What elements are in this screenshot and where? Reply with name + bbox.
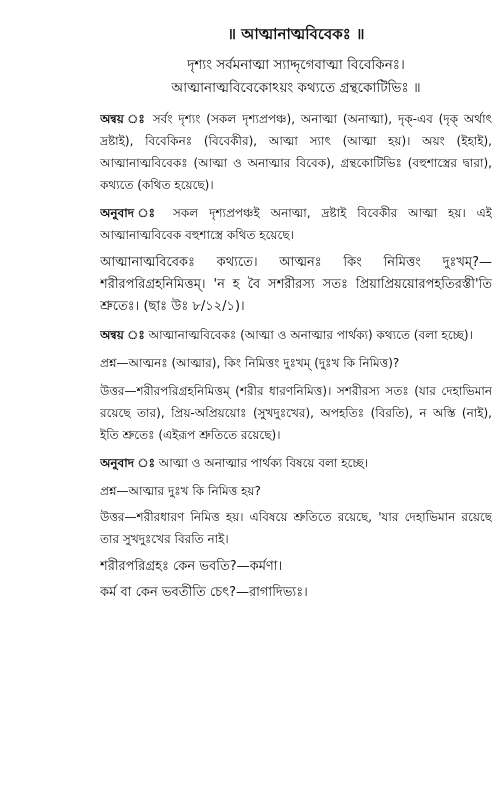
translation-text: আত্মা ও অনাত্মার পার্থক্য বিষয়ে বলা হচ্ছে। (154, 456, 369, 470)
anvaya-label: অন্বয় ঃ (100, 328, 145, 342)
sanskrit-text-paragraph (100, 252, 492, 318)
answer-text: উত্তর—শরীরধারণ নিমিত্ত হয়। এবিষয়ে শ্রুতিতে রয়েছে, 'যার দেহাভিমান রয়েছে তার সুখদুঃখের বিরতি নাই। (100, 510, 492, 546)
sanskrit-question-text: শরীরপরিগ্রহঃ কেন ভবতি?—কর্মণা। (100, 559, 283, 574)
translation-paragraph-1 (100, 202, 492, 246)
sanskrit-line-1 (100, 556, 492, 578)
answer-paragraph-1 (100, 380, 492, 446)
question-paragraph-2 (100, 480, 492, 502)
verse-line-2: আত্মানাত্মবিবেকোঽয়ং কথ্যতে গ্রন্থকোটিভিঃ ॥ (171, 80, 421, 96)
sanskrit-question-text: কর্ম বা কেন ভবতীতি চেৎ?—রাগাদিভ্যঃ। (100, 585, 308, 600)
sanskrit-text: আত্মানাত্মবিবেকঃ কথ্যতে। আত্মনঃ কিং নিমিত্তং দুঃখম্?—শরীরপরিগ্রহনিমিত্তম্। 'ন হ বৈ সশরীরস্য সতঃ প্রিয়াপ্রিয়য়োরপহতিরস্তী'তি শ্রুতেঃ। (ছাঃ উঃ ৮/১২/১)। (100, 255, 492, 314)
translation-text: সকল দৃশ্যপ্রপঞ্চই অনাত্মা, দ্রষ্টাই বিবেকীর আত্মা হয়। এই আত্মানাত্মবিবেক বহুশাস্ত্রে কথিত হয়েছে। (100, 206, 492, 242)
question-text: প্রশ্ন—আত্মনঃ (আত্মার), কিং নিমিত্তং দুঃখম্ (দুঃখ কি নিমিত্ত)? (100, 356, 400, 370)
anvaya-text: সর্বং দৃশ্যং (সকল দৃশ্যপ্রপঞ্চ), অনাত্মা (অনাত্মা), দৃক্-এব (দৃক্ অর্থাৎ দ্রষ্টাই), বিবেকিনঃ (বিবেকীর), আত্মা স্যাৎ (আত্মা হয়)। অয়ং (ইহাই), আত্মানাত্মবিবেকঃ (আত্মা ও অনাত্মার বিবেক), গ্রন্থকোটিভিঃ (বহুশাস্ত্রের দ্বারা), কথ্যতে (কথিত হয়েছে)। (100, 112, 492, 192)
translation-label: অনুবাদ ঃ (100, 456, 155, 470)
anvaya-label: অন্বয় ঃ (100, 112, 147, 126)
answer-text: উত্তর—শরীরপরিগ্রহনিমিত্তম্ (শরীর ধারণনিমিত্ত)। সশরীরস্য সতঃ (যার দেহাভিমান রয়েছে তার), প্রিয়-অপ্রিয়য়োঃ (সুখদুঃখের), অপহতিঃ (বিরতি), ন অস্তি (নাই), ইতি শ্রুতেঃ (এইরূপ শ্রুতিতে রয়েছে)। (100, 384, 492, 442)
question-text: প্রশ্ন—আত্মার দুঃখ কি নিমিত্ত হয়? (100, 484, 261, 498)
anvaya-paragraph-2 (100, 324, 492, 346)
section-title: ॥ আত্মানাত্মবিবেকঃ ॥ (227, 25, 365, 43)
question-paragraph-1 (100, 352, 492, 374)
sanskrit-line-2 (100, 582, 492, 604)
answer-paragraph-2 (100, 506, 492, 550)
verse-line-1: দৃশ্যং সর্বমনাত্মা স্যাদ্দৃগেবাত্মা বিবেকিনঃ। (187, 57, 405, 73)
document-page (100, 20, 492, 780)
translation-paragraph-2 (100, 452, 492, 474)
translation-label: অনুবাদ ঃ (100, 206, 163, 220)
anvaya-text: আত্মানাত্মবিবেকঃ (আত্মা ও অনাত্মার পার্থক্য) কথ্যতে (বলা হচ্ছে)। (144, 328, 473, 342)
anvaya-paragraph-1 (100, 108, 492, 196)
